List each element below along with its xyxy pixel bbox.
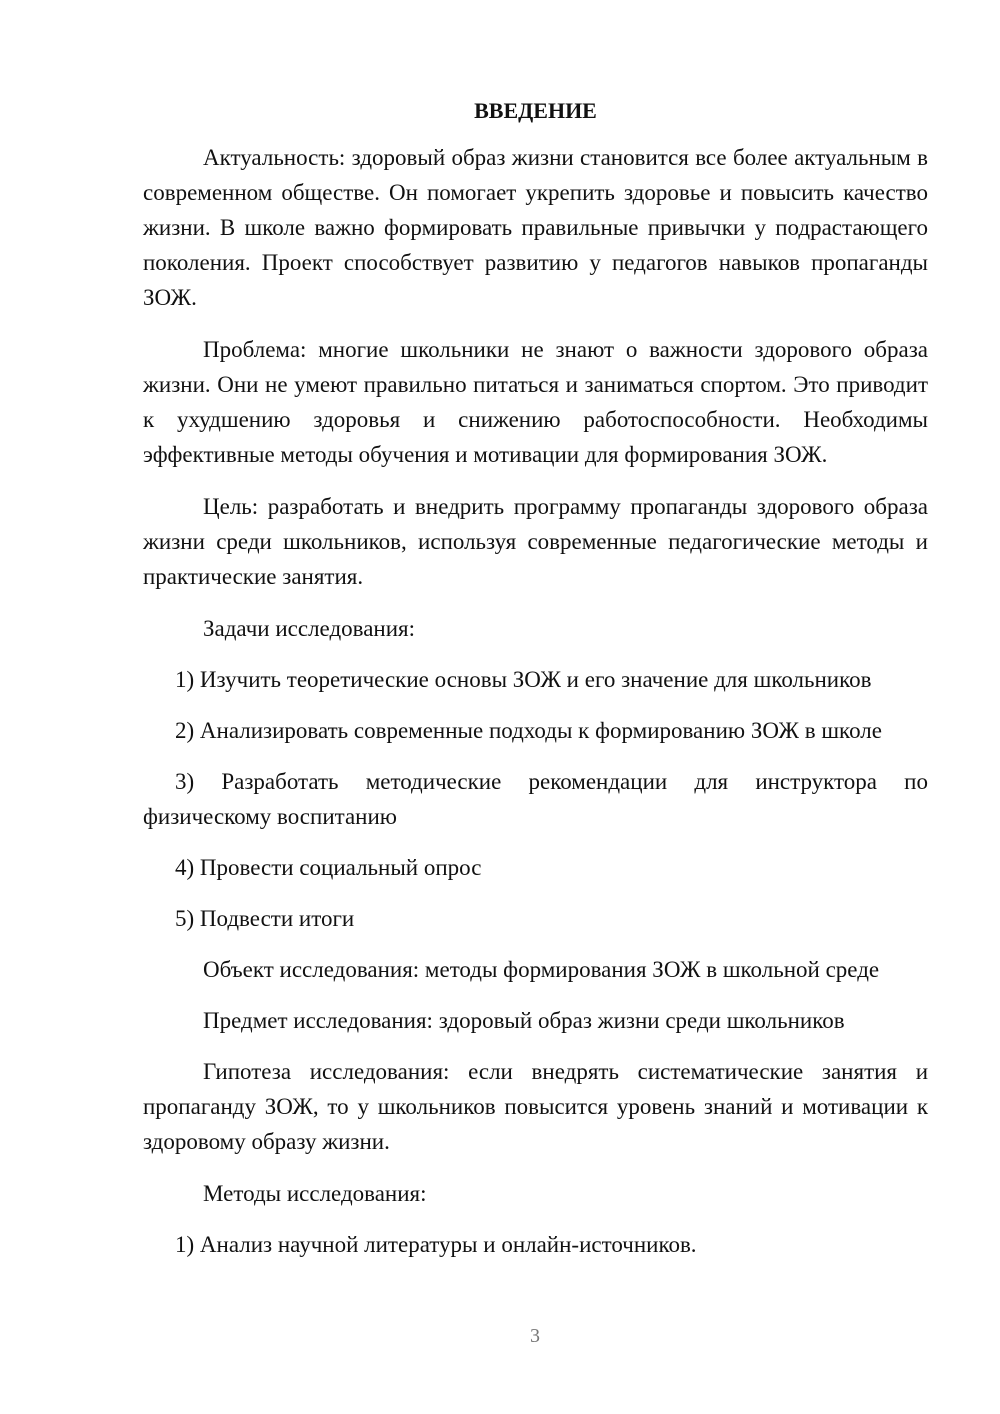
object-paragraph: Объект исследования: методы формирования ЗОЖ в школьной среде (203, 957, 880, 982)
task-item: 1) Изучить теоретические основы ЗОЖ и его значение для школьников (175, 667, 872, 692)
tasks-heading: Задачи исследования: (203, 616, 416, 641)
methods-heading: Методы исследования: (203, 1181, 427, 1206)
task-item: 3) Разработать методические рекомендации для инструктора по физическому воспитанию (143, 769, 928, 829)
task-item: 4) Провести социальный опрос (175, 855, 482, 880)
page-number: 3 (530, 1325, 540, 1347)
goal-paragraph: Цель: разработать и внедрить программу пропаганды здорового образа жизни среди школьников, используя современные педагогические методы и практические занятия. (143, 494, 928, 589)
hypothesis-paragraph: Гипотеза исследования: если внедрять систематические занятия и пропаганду ЗОЖ, то у школьников повысится уровень знаний и мотивации к здоровому образу жизни. (143, 1059, 928, 1154)
task-item: 5) Подвести итоги (175, 906, 355, 931)
method-item: 1) Анализ научной литературы и онлайн-источников. (175, 1232, 697, 1257)
subject-paragraph: Предмет исследования: здоровый образ жизни среди школьников (203, 1008, 845, 1033)
page-content (143, 93, 928, 1262)
task-item: 2) Анализировать современные подходы к формированию ЗОЖ в школе (175, 718, 882, 743)
page-title: ВВЕДЕНИЕ (474, 98, 597, 123)
problem-paragraph: Проблема: многие школьники не знают о важности здорового образа жизни. Они не умеют правильно питаться и заниматься спортом. Это приводит к ухудшению здоровья и снижению работоспособности. Необходимы эффективные методы обучения и мотивации для формирования ЗОЖ. (143, 337, 928, 467)
relevance-paragraph: Актуальность: здоровый образ жизни становится все более актуальным в современном обществе. Он помогает укрепить здоровье и повысить качество жизни. В школе важно формировать правильные привычки у подрастающего поколения. Проект способствует развитию у педагогов навыков пропаганды ЗОЖ. (143, 145, 928, 310)
